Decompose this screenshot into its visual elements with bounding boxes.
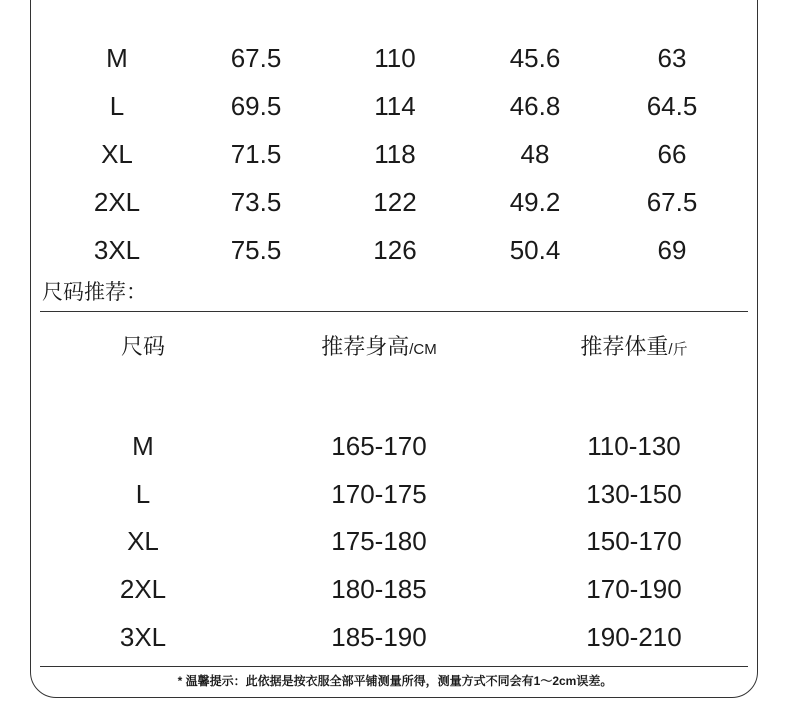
measure-cell: 118 bbox=[374, 139, 416, 169]
measure-cell: 75.5 bbox=[230, 235, 282, 265]
size-cell: 3XL bbox=[119, 622, 167, 652]
header-weight bbox=[580, 330, 687, 367]
measure-cell: 63 bbox=[657, 43, 687, 73]
measure-cell: 50.4 bbox=[509, 235, 561, 265]
size-cell: XL bbox=[101, 139, 133, 169]
size-cell: L bbox=[109, 91, 125, 121]
measure-cell: 73.5 bbox=[230, 187, 282, 217]
table-row bbox=[0, 130, 790, 178]
measure-cell: 114 bbox=[374, 91, 416, 121]
measure-cell: 69 bbox=[657, 235, 687, 265]
header-weight-unit: /斤 bbox=[668, 341, 688, 358]
table-row bbox=[0, 517, 790, 565]
size-cell: M bbox=[106, 43, 128, 73]
header-weight-label: 推荐体重 bbox=[580, 334, 669, 359]
weight-cell: 170-190 bbox=[586, 574, 682, 604]
table-row bbox=[0, 422, 790, 470]
measure-cell: 69.5 bbox=[230, 91, 282, 121]
divider bbox=[40, 311, 748, 312]
header-height-label: 推荐身高 bbox=[321, 334, 410, 359]
footnote-tip: * 温馨提示：此依据是按衣服全部平铺测量所得，测量方式不同会有1～2cm误差。 bbox=[177, 674, 613, 688]
measure-cell: 46.8 bbox=[509, 91, 561, 121]
weight-cell: 190-210 bbox=[586, 622, 682, 652]
weight-cell: 110-130 bbox=[587, 431, 681, 461]
measure-cell: 67.5 bbox=[646, 187, 698, 217]
table-row bbox=[0, 470, 790, 518]
measure-cell: 48 bbox=[520, 139, 550, 169]
header-height-unit: /CM bbox=[409, 341, 437, 358]
size-cell: XL bbox=[127, 526, 159, 556]
table-row bbox=[0, 82, 790, 130]
table-row bbox=[0, 565, 790, 613]
table-row bbox=[0, 226, 790, 274]
table-row bbox=[0, 613, 790, 661]
table-row bbox=[0, 178, 790, 226]
table-row bbox=[0, 34, 790, 82]
size-cell: 2XL bbox=[119, 574, 167, 604]
weight-cell: 150-170 bbox=[586, 526, 682, 556]
size-cell: M bbox=[132, 431, 154, 461]
height-cell: 170-175 bbox=[331, 479, 427, 509]
height-cell: 175-180 bbox=[331, 526, 427, 556]
measure-cell: 66 bbox=[657, 139, 687, 169]
measure-cell: 122 bbox=[373, 187, 417, 217]
size-recommendation-label: 尺码推荐： bbox=[42, 281, 147, 304]
header-size: 尺码 bbox=[120, 334, 166, 359]
measure-cell: 67.5 bbox=[230, 43, 282, 73]
weight-cell: 130-150 bbox=[586, 479, 682, 509]
height-cell: 165-170 bbox=[331, 431, 427, 461]
measure-cell: 49.2 bbox=[509, 187, 561, 217]
measure-cell: 71.5 bbox=[230, 139, 282, 169]
measure-cell: 110 bbox=[374, 43, 416, 73]
size-cell: L bbox=[135, 479, 151, 509]
measure-cell: 45.6 bbox=[509, 43, 561, 73]
size-cell: 3XL bbox=[93, 235, 141, 265]
measure-cell: 126 bbox=[373, 235, 417, 265]
height-cell: 185-190 bbox=[331, 622, 427, 652]
header-height bbox=[321, 330, 437, 367]
measure-cell: 64.5 bbox=[646, 91, 698, 121]
height-cell: 180-185 bbox=[331, 574, 427, 604]
divider bbox=[40, 666, 748, 667]
size-cell: 2XL bbox=[93, 187, 141, 217]
